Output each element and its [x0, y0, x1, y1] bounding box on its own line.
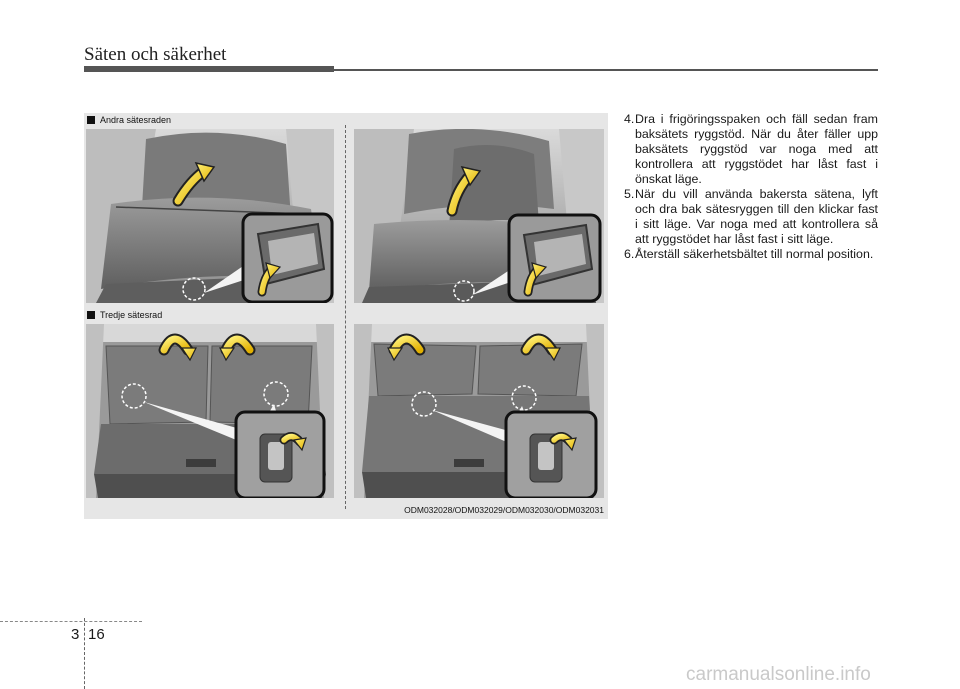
square-bullet-icon — [87, 311, 95, 319]
step-item — [624, 112, 878, 187]
photo-second-row-fold-step1 — [86, 129, 334, 303]
step-text: Återställ säkerhetsbältet till normal position. — [635, 247, 874, 261]
footer-divider — [84, 618, 85, 689]
chapter-number: 3 — [71, 626, 80, 643]
step-item — [624, 247, 878, 262]
square-bullet-icon — [87, 116, 95, 124]
caption-second-row — [87, 115, 171, 125]
seat-illustration-figure — [84, 113, 608, 519]
watermark: carmanualsonline.info — [686, 664, 871, 685]
caption-third-row — [87, 310, 162, 320]
figure-code: ODM032028/ODM032029/ODM032030/ODM032031 — [404, 505, 604, 515]
step-number: 5. — [624, 187, 635, 201]
photo-third-row-step2 — [354, 324, 604, 498]
step-number: 6. — [624, 247, 635, 261]
header-rule-thin — [334, 69, 878, 71]
step-text: Dra i frigöringsspaken och fäll sedan fram baksätets ryggstöd. När du åter fäller upp baksätets ryggstöd var noga med att kontrollera att ryggstödet har låst fast i önskat läge. — [635, 112, 878, 186]
photo-third-row-step1 — [86, 324, 334, 498]
caption-second-row-text: Andra sätesraden — [100, 115, 172, 125]
step-item — [624, 187, 878, 247]
step-number: 4. — [624, 112, 635, 126]
header-rule-thick — [84, 66, 334, 72]
page-number: 16 — [88, 626, 105, 643]
figure-divider — [345, 125, 346, 509]
footer-rule — [0, 621, 142, 622]
photo-second-row-fold-step2 — [354, 129, 604, 303]
instruction-steps — [624, 112, 878, 262]
section-title: Säten och säkerhet — [84, 44, 227, 65]
step-text: När du vill använda bakersta sätena, lyft och dra bak sätesryggen till den klickar fast i sitt läge. Var noga med att kontrollera så att ryggstödet har låst fast i sitt läge. — [635, 187, 878, 246]
caption-third-row-text: Tredje sätesrad — [100, 310, 163, 320]
